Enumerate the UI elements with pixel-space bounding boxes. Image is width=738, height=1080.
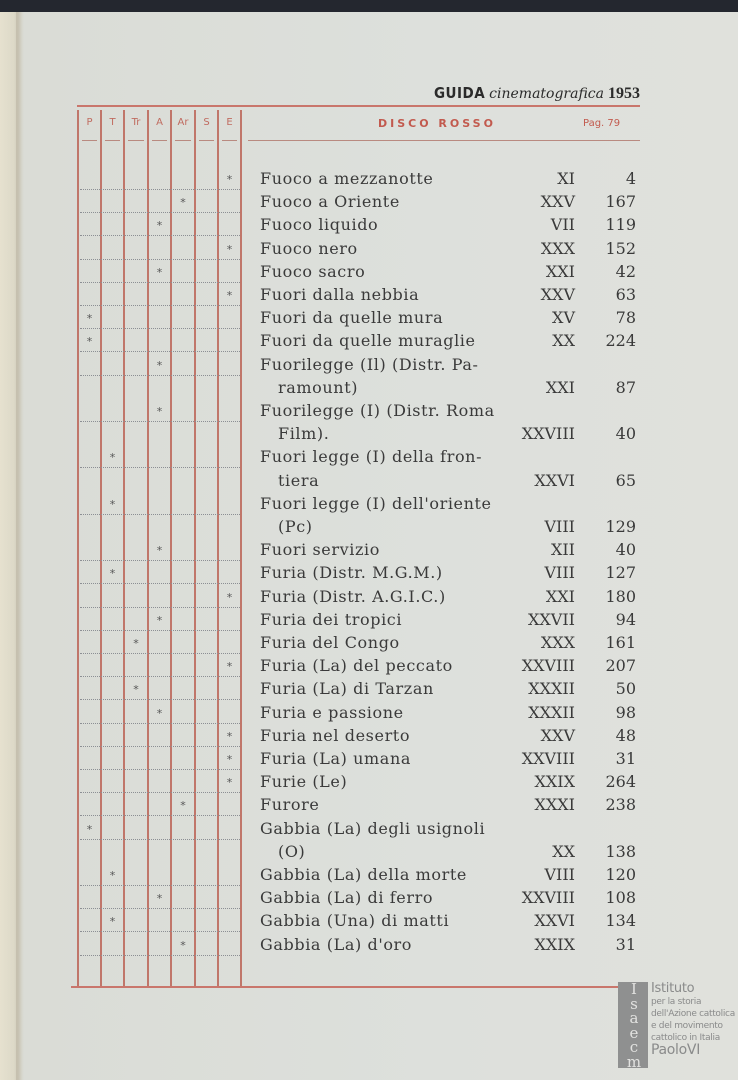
film-entry (260, 563, 640, 586)
dotted-row-line (80, 839, 240, 840)
film-volume: XXV (540, 725, 575, 745)
film-entry (260, 308, 640, 331)
film-entry (260, 679, 640, 702)
rating-mark-t: * (109, 451, 116, 465)
film-entry (260, 795, 640, 818)
film-entry (260, 656, 640, 679)
rating-mark-e: * (226, 776, 233, 790)
film-title: Fuori da quelle mura (260, 308, 444, 328)
film-page: 264 (605, 772, 636, 792)
film-volume: XXVIII (521, 749, 575, 768)
dotted-row-line (80, 676, 240, 677)
running-head-guida: GUIDA (433, 84, 486, 102)
dotted-row-line (80, 421, 240, 422)
film-title: Fuori da quelle muraglie (260, 331, 476, 351)
logo-letter: e (629, 1023, 639, 1042)
film-volume: XXXI (534, 795, 575, 815)
column-header-e: E (226, 117, 233, 128)
rating-mark-a: * (156, 358, 163, 372)
column-header-ar: Ar (177, 117, 189, 128)
film-title: Fuori servizio (260, 540, 380, 560)
dotted-row-line (80, 699, 240, 700)
film-title-continuation: Film). (278, 424, 330, 444)
film-volume: XXXII (528, 679, 575, 699)
dotted-row-line (80, 189, 240, 190)
page-fold (16, 12, 22, 1080)
film-volume: XXVIII (521, 424, 575, 444)
dotted-row-line (80, 908, 240, 909)
film-entry (260, 401, 640, 447)
column-header-underline (222, 140, 237, 141)
film-page: 87 (615, 377, 636, 397)
logo-letter: I (631, 980, 637, 998)
logo-text (651, 982, 738, 1056)
film-volume: XX (552, 841, 575, 861)
column-divider (170, 110, 172, 986)
dotted-row-line (80, 351, 240, 352)
dotted-row-line (80, 885, 240, 886)
rating-mark-e: * (226, 660, 233, 674)
logo-letters (619, 982, 649, 1069)
logo-text-line: per la storia (651, 997, 702, 1007)
rating-mark-a: * (156, 544, 163, 558)
film-volume: XXIX (534, 772, 575, 792)
rating-mark-e: * (226, 729, 233, 743)
film-page: 161 (605, 633, 636, 652)
film-title: Furia (La) di Tarzan (260, 679, 434, 699)
film-title: Furia (La) umana (260, 749, 411, 768)
dotted-row-line (80, 746, 240, 747)
film-title: Gabbia (Una) di matti (260, 911, 450, 931)
film-volume: XXX (540, 238, 575, 258)
film-page: 119 (605, 215, 636, 235)
film-entry (260, 819, 640, 865)
rating-mark-p: * (86, 335, 93, 349)
film-page: 40 (615, 540, 636, 560)
film-volume: XXVIII (521, 888, 575, 908)
film-entry (260, 239, 640, 262)
film-title: Furie (Le) (260, 772, 348, 792)
page-label: Pag. 79 (583, 118, 621, 129)
film-page: 65 (615, 470, 636, 490)
dotted-row-line (80, 259, 240, 260)
film-title-continuation: ramount) (278, 377, 359, 397)
film-entry (260, 587, 640, 610)
rating-mark-t: * (109, 567, 116, 581)
film-page: 42 (615, 261, 636, 281)
film-volume: XXX (540, 633, 575, 652)
film-volume: XXXII (528, 702, 575, 722)
film-entry (260, 215, 640, 238)
film-volume: VIII (544, 865, 575, 884)
logo-text-line: dell'Azione cattolica (651, 1009, 735, 1019)
film-entry (260, 447, 640, 493)
film-volume: XXVII (528, 609, 575, 629)
film-page: 31 (615, 934, 636, 954)
film-title: Furia (Distr. A.G.I.C.) (260, 586, 446, 606)
film-title-continuation: (Pc) (278, 516, 313, 536)
column-header-underline (152, 140, 167, 141)
rating-mark-a: * (156, 706, 163, 720)
film-title: Furia (Distr. M.G.M.) (260, 563, 443, 583)
film-title: Fuoco nero (260, 238, 358, 258)
film-entry (260, 772, 640, 795)
column-header-underline (199, 140, 214, 141)
film-page: 238 (605, 795, 636, 815)
table-bottom-rule (71, 986, 633, 988)
title-underline (248, 140, 640, 141)
rating-mark-a: * (156, 613, 163, 627)
film-entry (260, 610, 640, 633)
dotted-row-line (80, 305, 240, 306)
table-top-rule (77, 105, 640, 107)
rating-mark-p: * (86, 312, 93, 326)
film-title: Furia dei tropici (260, 609, 403, 629)
film-title: Furia del Congo (260, 633, 400, 652)
film-title-continuation: tiera (278, 470, 320, 490)
dotted-row-line (80, 514, 240, 515)
rating-mark-ar: * (180, 938, 186, 952)
dotted-row-line (80, 955, 240, 956)
film-volume: XI (557, 169, 575, 188)
film-volume: XXVI (534, 911, 575, 931)
column-divider (100, 110, 102, 986)
logo-letter: c (629, 1038, 639, 1056)
column-header-underline (82, 140, 97, 141)
film-title: Gabbia (La) degli usignoli (260, 818, 486, 838)
film-page: 48 (615, 725, 636, 745)
film-page: 120 (605, 865, 636, 884)
film-page: 167 (605, 192, 636, 212)
column-divider (240, 110, 242, 986)
film-volume: VIII (544, 563, 575, 583)
film-title-continuation: (O) (278, 841, 306, 861)
column-header-s: S (203, 117, 210, 128)
film-entry (260, 540, 640, 563)
film-title: Fuori legge (I) dell'oriente (260, 493, 492, 513)
column-header-underline (105, 140, 120, 141)
film-volume: XXVI (534, 470, 575, 490)
dotted-row-line (80, 792, 240, 793)
section-title: DISCO ROSSO (378, 117, 496, 130)
film-entry (260, 285, 640, 308)
isacem-watermark (618, 982, 738, 1070)
film-page: 134 (605, 911, 636, 931)
film-page: 31 (615, 749, 636, 768)
dotted-row-line (80, 328, 240, 329)
film-entry (260, 888, 640, 911)
film-entry (260, 262, 640, 285)
running-head-year: 1953 (608, 85, 640, 102)
dotted-row-line (80, 235, 240, 236)
logo-text-line: PaoloVI (651, 1042, 701, 1058)
dotted-row-line (80, 653, 240, 654)
film-volume: XXI (545, 261, 575, 281)
rating-mark-t: * (109, 869, 116, 882)
film-entry (260, 633, 640, 656)
column-divider (194, 110, 196, 986)
running-head (434, 84, 640, 103)
logo-text-line: Istituto (651, 981, 695, 996)
film-page: 180 (605, 586, 636, 606)
film-page: 94 (615, 609, 636, 629)
rating-mark-ar: * (180, 196, 186, 210)
film-page: 138 (605, 841, 636, 861)
film-volume: XXV (540, 285, 575, 304)
film-entry (260, 935, 640, 958)
film-entry (260, 726, 640, 749)
rating-mark-a: * (156, 219, 163, 233)
film-title: Fuorilegge (Il) (Distr. Pa- (260, 354, 479, 374)
column-header-tr: Tr (131, 117, 141, 128)
running-head-cinematografica: cinematografica (489, 86, 604, 102)
rating-mark-tr: * (133, 683, 139, 697)
dotted-row-line (80, 583, 240, 584)
column-header-t: T (109, 117, 116, 128)
film-page: 4 (625, 169, 636, 188)
film-volume: XII (550, 540, 575, 560)
dotted-row-line (80, 282, 240, 283)
dotted-row-line (80, 467, 240, 468)
rating-mark-a: * (156, 265, 163, 279)
dotted-row-line (80, 931, 240, 932)
film-volume: XXI (545, 377, 575, 397)
rating-mark-a: * (156, 892, 163, 906)
column-header-p: P (86, 117, 93, 128)
film-title: Furore (260, 795, 320, 815)
column-divider (147, 110, 149, 986)
film-page: 224 (605, 331, 636, 351)
column-header-underline (175, 140, 191, 141)
film-volume: XXI (545, 586, 575, 606)
logo-text-line: e del movimento (651, 1021, 723, 1031)
film-page: 108 (605, 888, 636, 908)
logo-letter: a (629, 1009, 639, 1027)
film-volume: XXV (540, 192, 575, 212)
dotted-row-line (80, 769, 240, 770)
film-title: Fuoco a mezzanotte (260, 169, 434, 188)
film-volume: XXVIII (521, 656, 575, 676)
film-title: Furia e passione (260, 702, 404, 722)
film-title: Fuori dalla nebbia (260, 285, 420, 304)
logo-letter: m (626, 1052, 642, 1071)
film-title: Fuoco sacro (260, 261, 366, 281)
logo-text-line: cattolico in Italia (651, 1033, 720, 1043)
film-page: 207 (605, 656, 636, 676)
film-entry (260, 169, 640, 192)
dotted-row-line (80, 212, 240, 213)
film-entry (260, 911, 640, 934)
film-title: Fuori legge (I) della fron- (260, 447, 483, 467)
film-entry (260, 703, 640, 726)
rating-mark-e: * (226, 289, 233, 302)
rating-mark-e: * (226, 753, 233, 766)
film-entry (260, 494, 640, 540)
film-title: Gabbia (La) di ferro (260, 888, 434, 908)
film-page: 127 (605, 563, 636, 583)
film-volume: VIII (544, 516, 575, 536)
dotted-row-line (80, 815, 240, 816)
dotted-row-line (80, 375, 240, 376)
rating-mark-e: * (226, 173, 233, 186)
rating-mark-t: * (109, 497, 116, 511)
rating-mark-p: * (86, 822, 93, 836)
rating-mark-a: * (156, 405, 163, 418)
film-title: Furia nel deserto (260, 725, 411, 745)
column-divider (217, 110, 219, 986)
film-volume: XXIX (534, 934, 575, 954)
column-divider (123, 110, 125, 986)
film-volume: VII (550, 215, 575, 235)
film-title: Fuorilegge (I) (Distr. Roma (260, 401, 495, 420)
film-page: 40 (615, 424, 636, 444)
film-page: 152 (605, 238, 636, 258)
film-entry (260, 749, 640, 772)
dotted-row-line (80, 723, 240, 724)
dotted-row-line (80, 607, 240, 608)
film-title: Fuoco liquido (260, 215, 379, 235)
film-page: 98 (615, 702, 636, 722)
dotted-row-line (80, 630, 240, 631)
film-volume: XX (552, 331, 575, 351)
film-volume: XV (552, 308, 575, 328)
column-divider (77, 110, 79, 986)
logo-letter: s (630, 994, 638, 1013)
film-page: 50 (615, 679, 636, 699)
film-entry (260, 331, 640, 354)
film-title: Gabbia (La) d'oro (260, 934, 413, 954)
rating-mark-tr: * (133, 637, 139, 650)
film-title: Fuoco a Oriente (260, 192, 400, 212)
film-title: Furia (La) del peccato (260, 656, 453, 676)
dotted-row-line (80, 560, 240, 561)
film-page: 129 (605, 516, 636, 536)
column-header-underline (128, 140, 144, 141)
column-header-a: A (156, 117, 163, 128)
film-page: 63 (615, 285, 636, 304)
rating-mark-t: * (109, 915, 116, 929)
film-entry (260, 865, 640, 888)
film-entry (260, 192, 640, 215)
film-title: Gabbia (La) della morte (260, 865, 468, 884)
rating-mark-e: * (226, 590, 233, 604)
rating-mark-e: * (226, 242, 233, 256)
rating-mark-ar: * (180, 799, 186, 813)
film-entry (260, 355, 640, 401)
film-page: 78 (615, 308, 636, 328)
